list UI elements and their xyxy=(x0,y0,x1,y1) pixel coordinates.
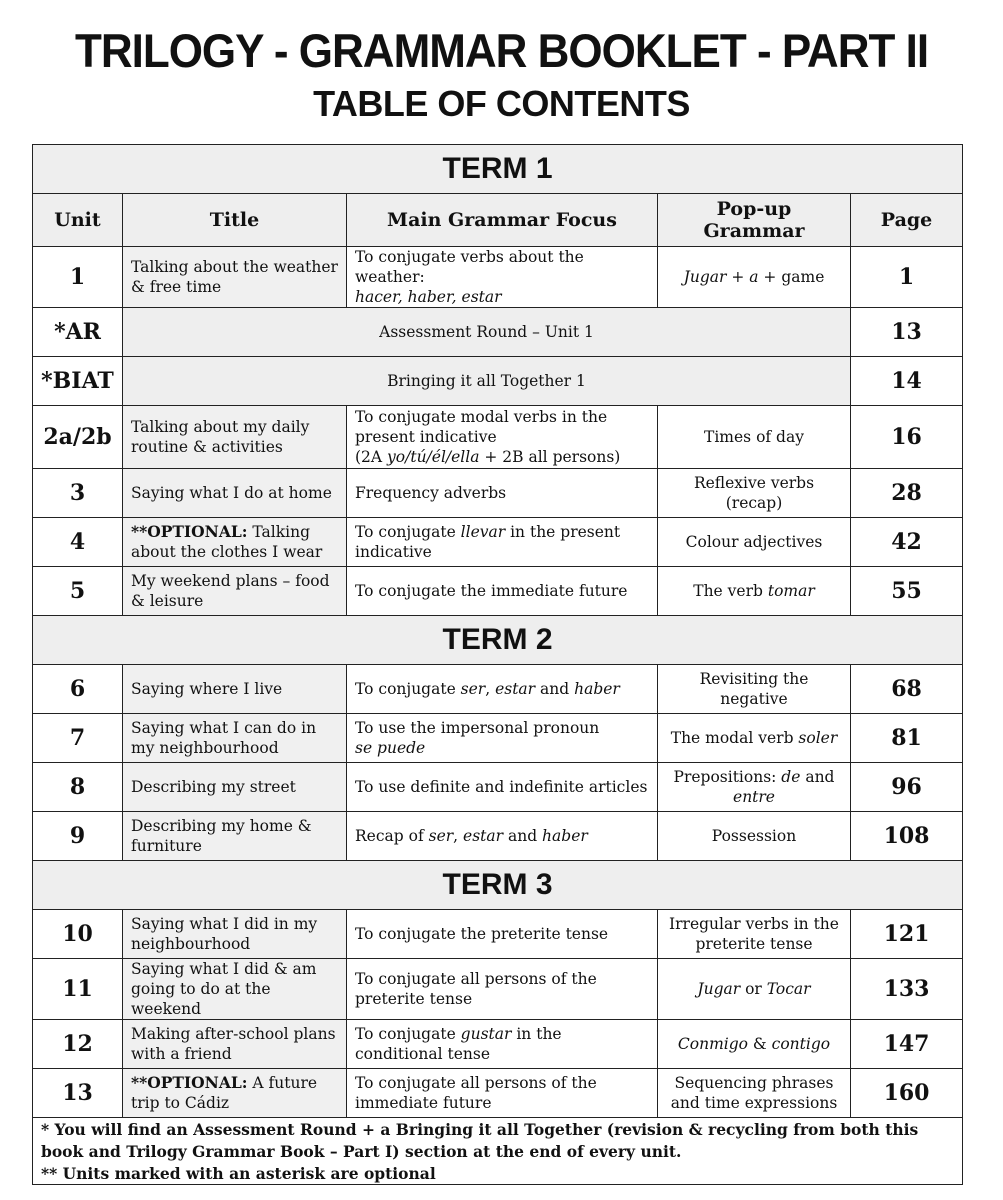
column-header-row xyxy=(33,194,963,247)
table-row xyxy=(33,910,963,959)
popup-grammar: The verb tomar xyxy=(658,567,851,616)
col-popup xyxy=(658,194,851,247)
page-number: 55 xyxy=(851,567,963,616)
table-row xyxy=(33,665,963,714)
term-2-heading: TERM 2 xyxy=(33,616,963,665)
term-3-heading: TERM 3 xyxy=(33,861,963,910)
col-unit: Unit xyxy=(33,194,123,247)
page-number: 160 xyxy=(851,1069,963,1118)
term-2-row xyxy=(33,616,963,665)
table-row xyxy=(33,518,963,567)
page-number: 96 xyxy=(851,763,963,812)
popup-grammar: Irregular verbs in the preterite tense xyxy=(658,910,851,959)
table-row xyxy=(33,357,963,406)
unit-title: Describing my street xyxy=(123,763,347,812)
page-header xyxy=(0,26,1003,126)
page-number: 13 xyxy=(851,308,963,357)
grammar-focus: To conjugate ser, estar and haber xyxy=(347,665,658,714)
col-page: Page xyxy=(851,194,963,247)
bringing-together-label: Bringing it all Together 1 xyxy=(123,357,851,406)
unit-title: Describing my home & furniture xyxy=(123,812,347,861)
grammar-focus: Frequency adverbs xyxy=(347,469,658,518)
table-row xyxy=(33,469,963,518)
page-number: 28 xyxy=(851,469,963,518)
popup-grammar: Conmigo & contigo xyxy=(658,1020,851,1069)
unit-title: Talking about my daily routine & activities xyxy=(123,406,347,469)
unit-number: 8 xyxy=(33,763,123,812)
unit-title: **OPTIONAL: Talking about the clothes I wear xyxy=(123,518,347,567)
footnote-assessment: * You will find an Assessment Round + a Bringing it all Together (revision & recycling from both this book and Trilogy Grammar Book – Part I) section at the end of every unit. xyxy=(41,1120,919,1161)
unit-title: Saying what I do at home xyxy=(123,469,347,518)
unit-number: *BIAT xyxy=(33,357,123,406)
page-number: 147 xyxy=(851,1020,963,1069)
grammar-focus: To conjugate the immediate future xyxy=(347,567,658,616)
popup-grammar: Possession xyxy=(658,812,851,861)
unit-number: 11 xyxy=(33,959,123,1020)
grammar-focus: To use definite and indefinite articles xyxy=(347,763,658,812)
unit-number: 7 xyxy=(33,714,123,763)
page-number: 81 xyxy=(851,714,963,763)
page-number: 121 xyxy=(851,910,963,959)
unit-title: Making after-school plans with a friend xyxy=(123,1020,347,1069)
page-number: 42 xyxy=(851,518,963,567)
table-row xyxy=(33,763,963,812)
unit-number: 10 xyxy=(33,910,123,959)
table-row xyxy=(33,567,963,616)
unit-title: Talking about the weather & free time xyxy=(123,247,347,308)
unit-number: 12 xyxy=(33,1020,123,1069)
term-1-row xyxy=(33,145,963,194)
document-title: TRILOGY - GRAMMAR BOOKLET - PART II xyxy=(74,24,929,78)
page-number: 14 xyxy=(851,357,963,406)
table-row xyxy=(33,714,963,763)
grammar-focus: To conjugate gustar in the conditional tense xyxy=(347,1020,658,1069)
document-subtitle: TABLE OF CONTENTS xyxy=(313,83,690,124)
table-row xyxy=(33,247,963,308)
page-number: 1 xyxy=(851,247,963,308)
table-row xyxy=(33,1069,963,1118)
grammar-focus: Recap of ser, estar and haber xyxy=(347,812,658,861)
unit-number: 9 xyxy=(33,812,123,861)
unit-title: Saying what I can do in my neighbourhood xyxy=(123,714,347,763)
col-popup-line1: Pop-up xyxy=(716,198,792,220)
grammar-focus: To conjugate verbs about the weather: hacer, haber, estar xyxy=(347,247,658,308)
col-title: Title xyxy=(123,194,347,247)
table-row xyxy=(33,1020,963,1069)
popup-grammar: Times of day xyxy=(658,406,851,469)
table-row xyxy=(33,959,963,1020)
term-1-heading: TERM 1 xyxy=(33,145,963,194)
footnote-row xyxy=(33,1118,963,1185)
popup-grammar: Jugar + a + game xyxy=(658,247,851,308)
popup-grammar: Sequencing phrases and time expressions xyxy=(658,1069,851,1118)
grammar-focus: To conjugate llevar in the present indicative xyxy=(347,518,658,567)
page-number: 108 xyxy=(851,812,963,861)
grammar-focus: To use the impersonal pronoun se puede xyxy=(347,714,658,763)
popup-grammar: Jugar or Tocar xyxy=(658,959,851,1020)
contents-table xyxy=(32,144,963,1185)
table-row xyxy=(33,308,963,357)
unit-title: My weekend plans – food & leisure xyxy=(123,567,347,616)
grammar-focus: To conjugate the preterite tense xyxy=(347,910,658,959)
popup-grammar: The modal verb soler xyxy=(658,714,851,763)
page-number: 16 xyxy=(851,406,963,469)
unit-number: 4 xyxy=(33,518,123,567)
unit-number: 1 xyxy=(33,247,123,308)
term-3-row xyxy=(33,861,963,910)
popup-grammar: Colour adjectives xyxy=(658,518,851,567)
unit-title: Saying what I did & am going to do at the weekend xyxy=(123,959,347,1020)
assessment-round-label: Assessment Round – Unit 1 xyxy=(123,308,851,357)
unit-number: 6 xyxy=(33,665,123,714)
popup-grammar: Revisiting the negative xyxy=(658,665,851,714)
table-row xyxy=(33,406,963,469)
footnote-optional: ** Units marked with an asterisk are optional xyxy=(41,1164,436,1183)
unit-number: 5 xyxy=(33,567,123,616)
footnotes xyxy=(33,1118,963,1185)
unit-title: Saying what I did in my neighbourhood xyxy=(123,910,347,959)
grammar-focus: To conjugate modal verbs in the present indicative (2A yo/tú/él/ella + 2B all persons) xyxy=(347,406,658,469)
unit-title: Saying where I live xyxy=(123,665,347,714)
unit-number: *AR xyxy=(33,308,123,357)
col-focus: Main Grammar Focus xyxy=(347,194,658,247)
col-popup-line2: Grammar xyxy=(703,220,805,242)
unit-number: 13 xyxy=(33,1069,123,1118)
table-row xyxy=(33,812,963,861)
grammar-focus: To conjugate all persons of the immediate future xyxy=(347,1069,658,1118)
page-number: 133 xyxy=(851,959,963,1020)
popup-grammar: Reflexive verbs (recap) xyxy=(658,469,851,518)
grammar-focus: To conjugate all persons of the preterite tense xyxy=(347,959,658,1020)
unit-number: 2a/2b xyxy=(33,406,123,469)
page-number: 68 xyxy=(851,665,963,714)
popup-grammar: Prepositions: de and entre xyxy=(658,763,851,812)
unit-number: 3 xyxy=(33,469,123,518)
unit-title: **OPTIONAL: A future trip to Cádiz xyxy=(123,1069,347,1118)
